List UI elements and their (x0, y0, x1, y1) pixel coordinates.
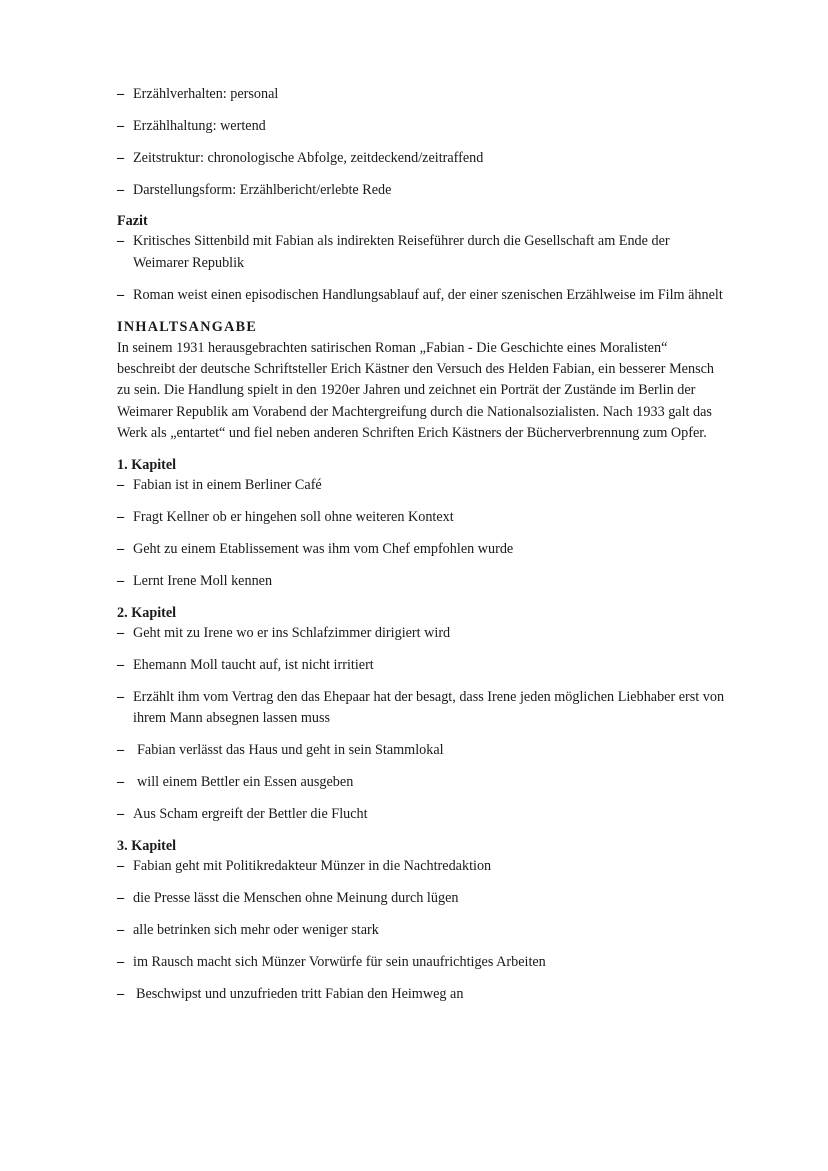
list-item: – Darstellungsform: Erzählbericht/erlebte Rede (117, 180, 728, 202)
list-item: – Geht zu einem Etablissement was ihm vom Chef empfohlen wurde (117, 539, 728, 561)
fazit-heading: Fazit (117, 213, 148, 229)
list-item: – Aus Scham ergreift der Bettler die Flucht (117, 804, 728, 826)
list-item: – Fabian geht mit Politikredakteur Münzer in die Nachtredaktion (117, 856, 728, 878)
list-item: – Kritisches Sittenbild mit Fabian als indirekten Reiseführer durch die Gesellschaft am Ende der Weimarer Republik (117, 231, 728, 274)
list-item: – Erzählt ihm vom Vertrag den das Ehepaar hat der besagt, dass Irene jeden möglichen Liebhaber erst von ihrem Mann absegnen lassen muss (117, 687, 728, 730)
list-item: – will einem Bettler ein Essen ausgeben (117, 772, 728, 794)
list-item: – Fabian ist in einem Berliner Café (117, 475, 728, 497)
list-item: – Geht mit zu Irene wo er ins Schlafzimmer dirigiert wird (117, 623, 728, 645)
list-item: – Zeitstruktur: chronologische Abfolge, zeitdeckend/zeitraffend (117, 148, 728, 170)
inhaltsangabe-heading: INHALTSANGABE (117, 318, 258, 335)
list-item: – Fabian verlässt das Haus und geht in sein Stammlokal (117, 740, 728, 762)
kapitel-1-heading: 1. Kapitel (117, 456, 177, 473)
kapitel-3-list (117, 856, 728, 1006)
inhaltsangabe-text: In seinem 1931 herausgebrachten satirischen Roman „Fabian - Die Geschichte eines Moralisten“ beschreibt der deutsche Schriftsteller Erich Kästner den Versuch des Helden Fabian, ein besserer Mensch zu sein. Die Handlung spielt in den 1920er Jahren und zeichnet ein Porträt der Zustände im Berlin der Weimarer Republik am Vorabend der Machtergreifung durch die Nationalsozialisten. Nach 1933 galt das Werk als „entartet“ und fiel neben anderen Schriften Erich Kästners der Bücherverbrennung zum Opfer. (117, 339, 714, 442)
list-item: – alle betrinken sich mehr oder weniger stark (117, 920, 728, 942)
list-item: – Ehemann Moll taucht auf, ist nicht irritiert (117, 655, 728, 677)
kapitel-1-list (117, 475, 728, 593)
list-item: – Lernt Irene Moll kennen (117, 571, 728, 593)
list-item: – Erzählhaltung: wertend (117, 116, 728, 138)
fazit-list (117, 231, 728, 306)
kapitel-2-heading: 2. Kapitel (117, 604, 177, 621)
list-item: – Fragt Kellner ob er hingehen soll ohne weiteren Kontext (117, 507, 728, 529)
kapitel-2-list (117, 623, 728, 826)
list-item: – Roman weist einen episodischen Handlungsablauf auf, der einer szenischen Erzählweise im Film ähnelt (117, 285, 728, 307)
kapitel-3-heading: 3. Kapitel (117, 838, 177, 855)
list-item: – Erzählverhalten: personal (117, 84, 728, 106)
narrative-features-list (117, 84, 728, 202)
list-item: – im Rausch macht sich Münzer Vorwürfe für sein unaufrichtiges Arbeiten (117, 952, 728, 974)
list-item: – Beschwipst und unzufrieden tritt Fabian den Heimweg an (117, 984, 728, 1006)
list-item: – die Presse lässt die Menschen ohne Meinung durch lügen (117, 888, 728, 910)
